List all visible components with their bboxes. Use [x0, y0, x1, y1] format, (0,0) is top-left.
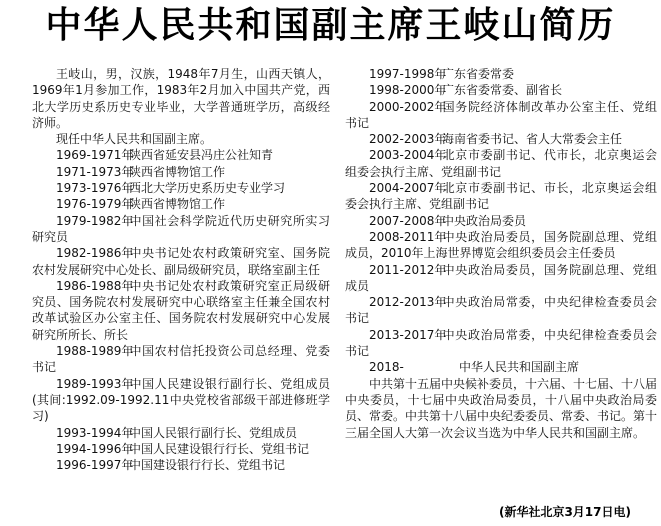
career-entry-text: 陕西省博物馆工作	[129, 197, 226, 212]
career-entry	[32, 164, 330, 180]
career-entry-text: 中国人民建设银行行长、党组书记	[129, 441, 310, 456]
career-entry	[32, 457, 330, 473]
career-entry	[345, 213, 657, 229]
career-entry-text: 国务院经济体制改革办公室主任、党组书记	[345, 99, 657, 130]
right-entry-list	[345, 66, 657, 376]
career-entry-text: 中央政治局常委，中央纪律检查委员会书记	[345, 327, 657, 359]
career-entry-year: 2004-2007年	[369, 181, 447, 196]
intro-paragraph: 王岐山，男，汉族，1948年7月生，山西天镇人，1969年1月参加工作，1983年2月加入中国共产党，西北大学历史系历史专业毕业，大学普通班学历，高级经济师。	[32, 67, 330, 130]
career-entry-year: 1996-1997年	[56, 458, 134, 473]
career-entry	[32, 278, 330, 343]
career-entry-year: 1973-1976年	[56, 181, 134, 196]
career-entry-text: 陕西省博物馆工作	[129, 164, 226, 179]
career-entry-text: 中国农村信托投资公司总经理、党委书记	[32, 344, 330, 375]
career-entry-text: 中国人民银行副行长、党组成员	[129, 425, 298, 440]
career-entry-text: 中国建设银行行长、党组书记	[129, 458, 286, 473]
career-entry-year: 1986-1988年	[56, 278, 134, 293]
career-entry	[32, 196, 330, 212]
career-entry-year: 1993-1994年	[56, 425, 134, 440]
career-entry-year: 2018-	[369, 360, 404, 375]
career-entry	[32, 213, 330, 246]
career-entry-year: 1971-1973年	[56, 164, 134, 179]
career-entry	[32, 425, 330, 441]
career-entry-year: 1982-1986年	[56, 246, 134, 261]
career-entry	[345, 131, 657, 147]
career-entry	[345, 229, 657, 262]
career-entry-text: 海南省委书记、省人大常委会主任	[442, 132, 623, 147]
career-entry-year: 2012-2013年	[369, 295, 447, 310]
career-entry-text: 中央政治局委员，国务院副总理、党组成员	[345, 262, 657, 293]
left-entry-list	[32, 147, 330, 473]
career-entry-text: 中国人民建设银行副行长、党组成员(其间:1992.09-1992.11中央党校省部级干部进修班学习)	[32, 376, 330, 424]
news-source: (新华社北京3月17日电)	[498, 505, 631, 519]
career-entry-year: 2007-2008年	[369, 213, 447, 228]
headline: 中华人民共和国副主席王岐山简历	[45, 5, 616, 46]
career-entry-year: 2008-2011年	[369, 229, 447, 244]
career-entry-year: 1989-1993年	[56, 376, 134, 391]
career-entry-year: 2013-2017年	[369, 327, 447, 342]
career-entry-text: 中华人民共和国副主席	[459, 360, 580, 375]
career-entry-text: 中央政治局常委，中央纪律检查委员会书记	[345, 295, 657, 326]
career-entry-text: 中国社会科学院近代历史研究所实习研究员	[32, 213, 330, 244]
career-entry-text: 北京市委副书记、市长，北京奥运会组委会执行主席、党组副书记	[345, 181, 657, 212]
career-entry	[345, 99, 657, 132]
career-entry	[345, 359, 657, 375]
career-entry	[345, 147, 657, 180]
career-entry-year: 1979-1982年	[56, 213, 134, 228]
career-entry-year: 1997-1998年	[369, 67, 447, 81]
right-column	[345, 66, 657, 441]
career-entry-year: 2000-2002年	[369, 99, 447, 114]
career-entry	[32, 343, 330, 376]
career-entry	[32, 180, 330, 196]
career-entry-year: 1988-1989年	[56, 344, 134, 359]
career-entry-text: 广东省委常委	[442, 67, 515, 81]
career-entry-year: 2002-2003年	[369, 132, 447, 147]
career-entry	[345, 180, 657, 213]
career-entry-text: 北京市委副书记、代市长，北京奥运会组委会执行主席、党组副书记	[345, 148, 657, 179]
career-entry-year: 1994-1996年	[56, 441, 134, 456]
career-entry	[345, 82, 657, 98]
career-entry-text: 中央政治局委员，国务院副总理、党组成员，2010年上海世界博览会组织委员会主任委员	[345, 229, 657, 261]
current-position: 现任中华人民共和国副主席。	[56, 132, 213, 147]
closing-paragraph: 中共第十五届中央候补委员，十六届、十七届、十八届中央委员，十七届中央政治局委员，十八届中央政治局委员、常委。中共第十八届中央纪委委员、常委、书记。第十三届全国人大第一次会议当选为中华人民共和国副主席。	[345, 376, 658, 440]
career-entry	[32, 147, 330, 163]
career-entry-text: 陕西省延安县冯庄公社知青	[129, 148, 274, 163]
career-entry	[32, 376, 330, 425]
career-entry-year: 2003-2004年	[369, 148, 447, 163]
career-entry-text: 中央书记处农村政策研究室正局级研究员、国务院农村发展研究中心联络室主任兼全国农村改革试验区办公室主任、国务院农村发展研究中心发展研究所所长、所长	[32, 278, 330, 342]
career-entry	[345, 294, 657, 327]
career-entry-text: 中央书记处农村政策研究室、国务院农村发展研究中心处长、副局级研究员，联络室副主任	[32, 246, 330, 277]
left-column	[32, 66, 330, 473]
career-entry	[345, 66, 657, 82]
career-entry-year: 1976-1979年	[56, 197, 134, 212]
career-entry-text: 广东省委常委、副省长	[442, 83, 563, 98]
career-entry-year: 1969-1971年	[56, 148, 134, 163]
career-entry-text: 西北大学历史系历史专业学习	[129, 181, 286, 196]
career-entry-text: 中央政治局委员	[442, 213, 527, 228]
career-entry	[32, 441, 330, 457]
career-entry-year: 1998-2000年	[369, 83, 447, 98]
career-entry	[345, 327, 657, 360]
career-entry	[32, 245, 330, 278]
career-entry	[345, 262, 657, 295]
career-entry-year: 2011-2012年	[369, 262, 447, 277]
